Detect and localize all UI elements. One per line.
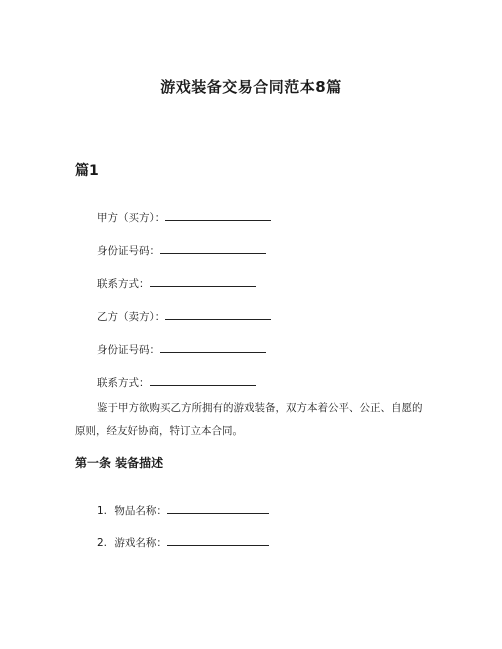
blank-line	[150, 276, 256, 287]
blank-line	[160, 243, 266, 254]
field-seller-contact	[97, 375, 256, 390]
field-label: 联系方式：	[97, 377, 150, 389]
field-label: 甲方（买方）：	[97, 212, 166, 224]
article-heading: 第一条 装备描述	[75, 456, 164, 470]
field-seller-id	[97, 342, 266, 357]
field-label: 乙方（卖方）：	[97, 311, 166, 323]
section-heading: 篇1	[75, 163, 99, 179]
list-label: 游戏名称：	[114, 537, 167, 549]
document-title: 游戏装备交易合同范本8篇	[160, 78, 342, 96]
blank-line	[167, 503, 269, 514]
list-item	[97, 503, 269, 518]
list-item	[97, 535, 269, 550]
intro-text: 鉴于甲方欲购买乙方所拥有的游戏装备，双方本着公平、公正、自愿的原则，经友好协商，特订立本合同。	[75, 402, 423, 437]
field-buyer-id	[97, 243, 266, 258]
field-label: 身份证号码：	[97, 245, 160, 257]
blank-line	[165, 309, 271, 320]
list-label: 物品名称：	[114, 505, 167, 517]
field-label: 身份证号码：	[97, 344, 160, 356]
list-number: 1.	[97, 505, 108, 517]
blank-line	[160, 342, 266, 353]
blank-line	[150, 375, 256, 386]
field-label: 联系方式：	[97, 278, 150, 290]
blank-line	[167, 535, 269, 546]
field-buyer	[97, 210, 271, 225]
intro-paragraph	[75, 397, 431, 443]
list-number: 2.	[97, 537, 108, 549]
field-buyer-contact	[97, 276, 256, 291]
field-seller	[97, 309, 271, 324]
blank-line	[165, 210, 271, 221]
